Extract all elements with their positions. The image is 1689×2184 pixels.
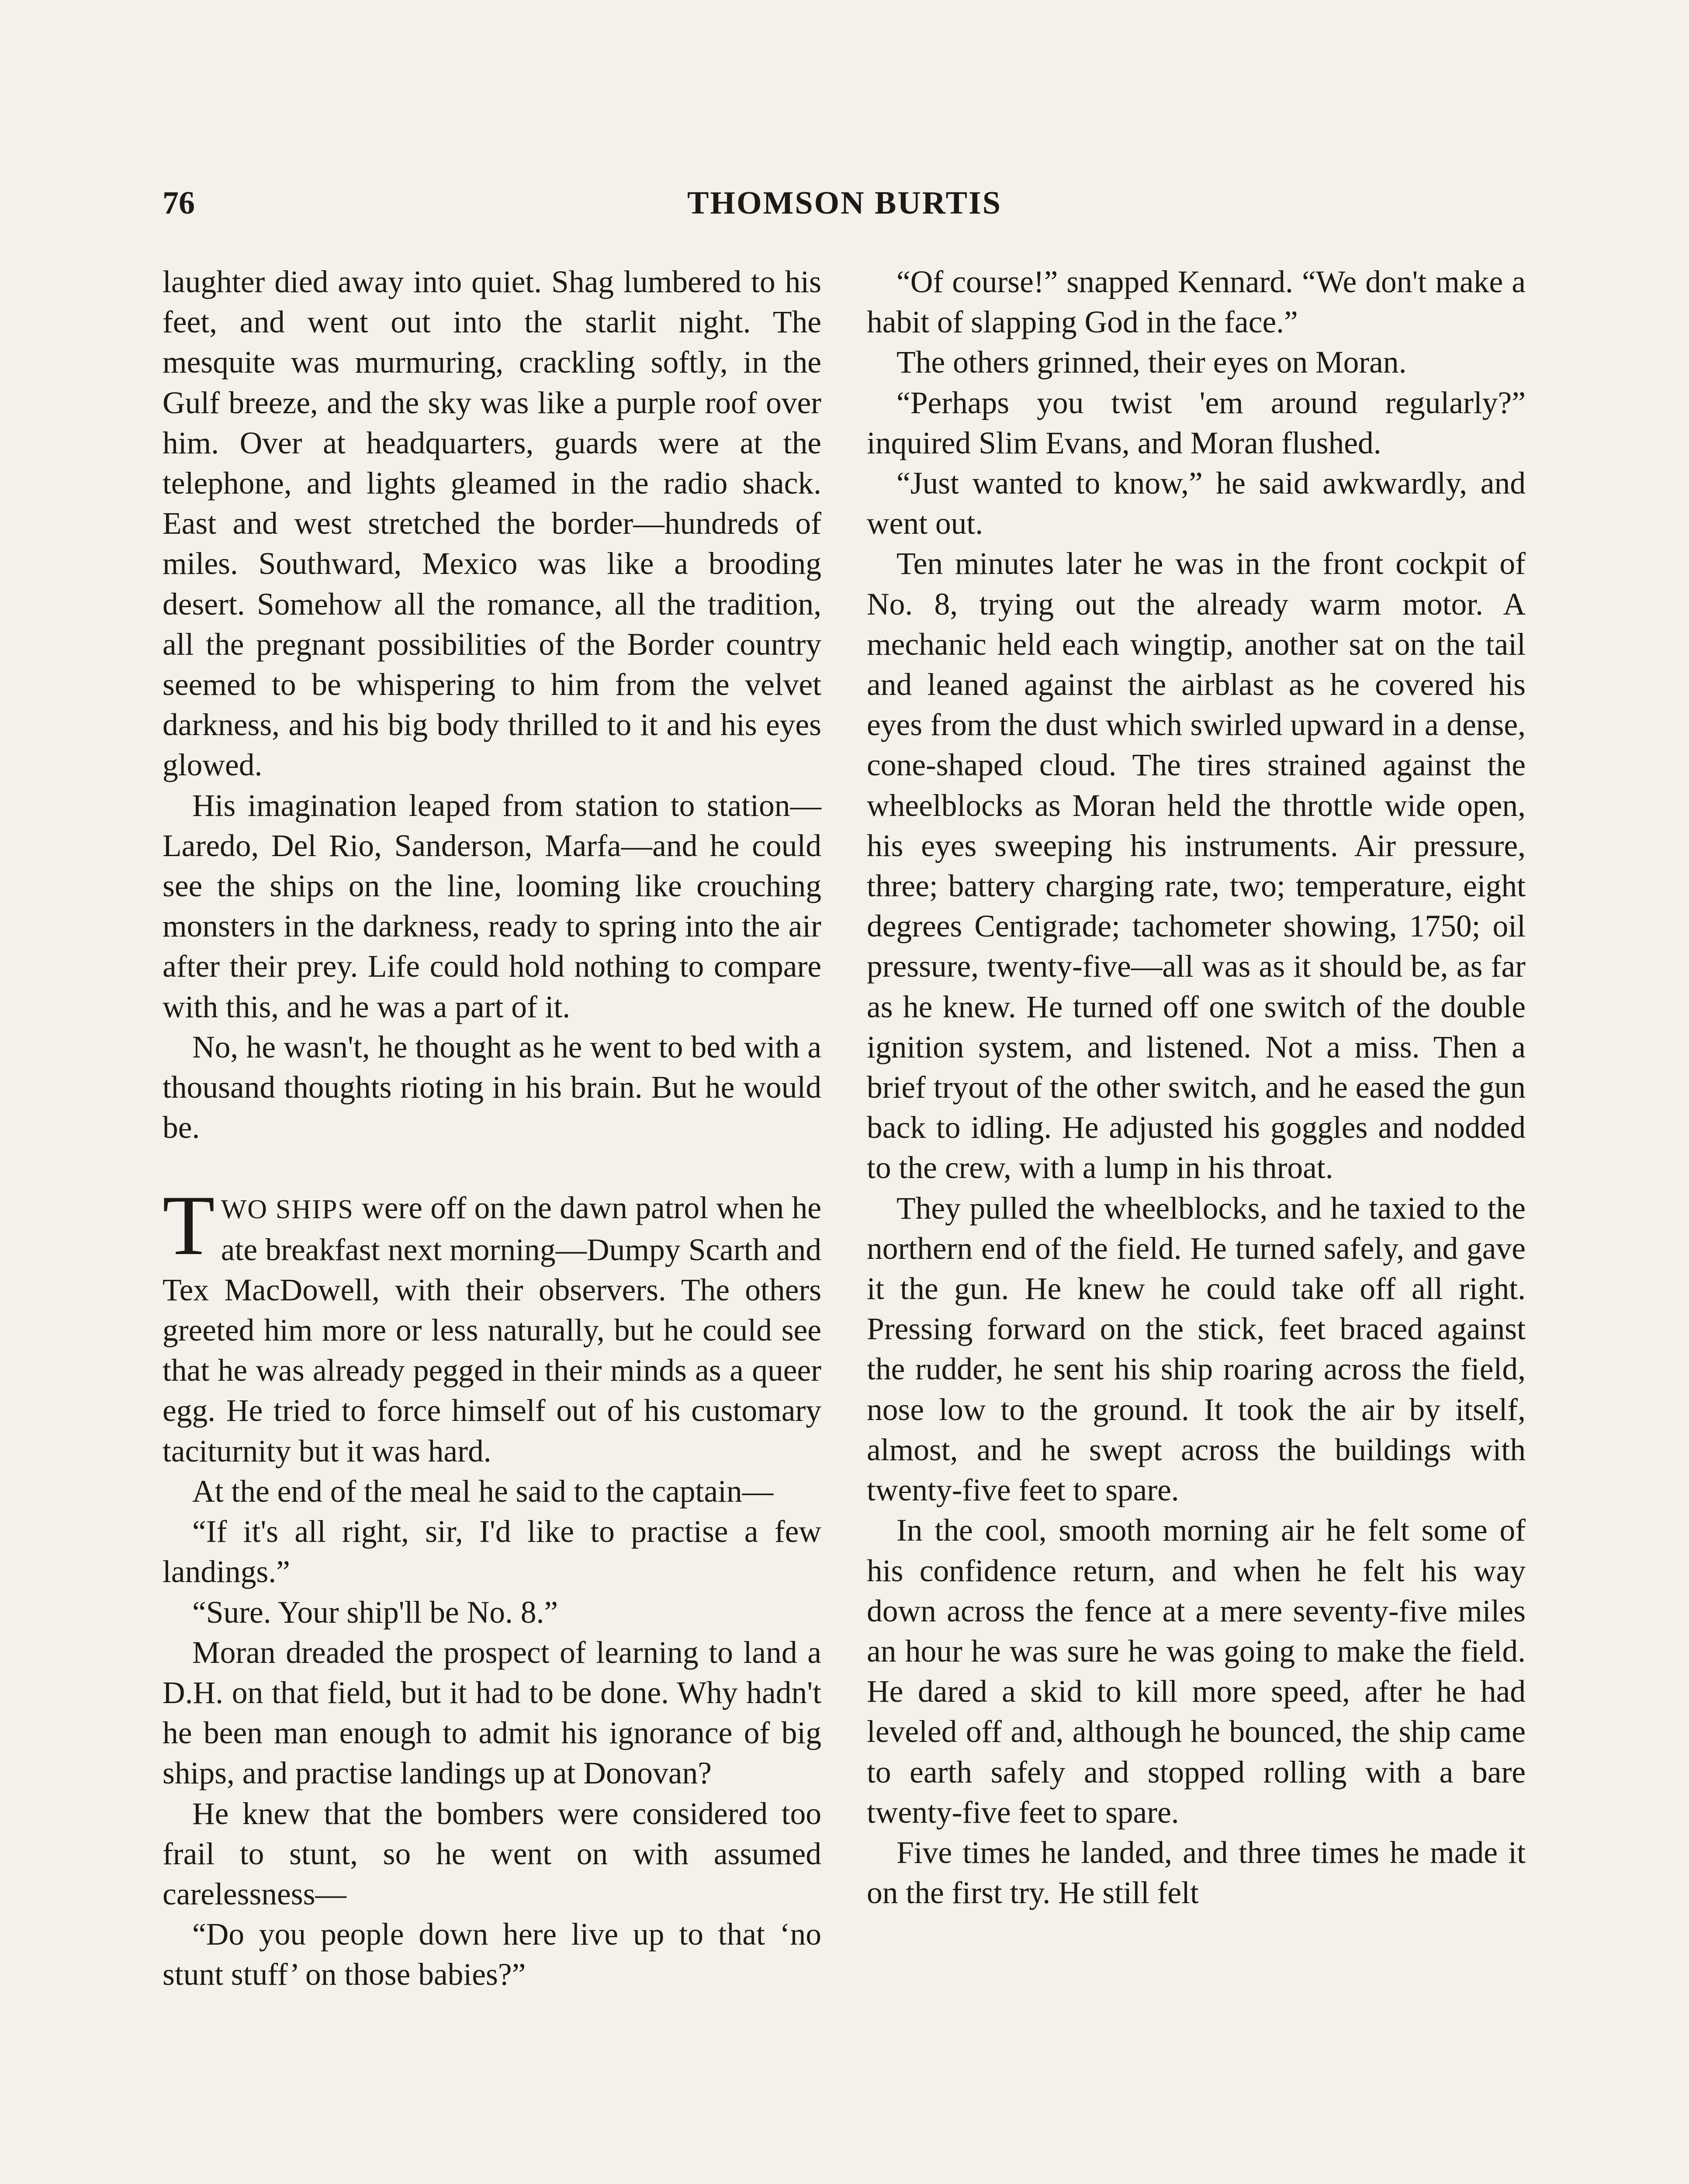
paragraph: His imagination leaped from station to station—Laredo, Del Rio, Sanderson, Marfa—and he could see the ships on the line, looming like crouching monsters in the darkness, ready to spring into the air after their prey. Life could hold nothing to compare with this, and he was a part of it. bbox=[163, 788, 821, 1024]
paragraph: Moran dreaded the prospect of learning to land a D.H. on that field, but it had to be done. Why hadn't he been man enough to admit his ignorance of big ships, and practise landings up at Donovan? bbox=[163, 1635, 821, 1791]
paragraph: No, he wasn't, he thought as he went to bed with a thousand thoughts rioting in his brain. But he would be. bbox=[163, 1030, 821, 1145]
paragraph-text: were off on the dawn patrol when he ate breakfast next morning—Dumpy Scarth and Tex MacDowell, with their observers. The others greeted him more or less naturally, but he could see that he was already pegged in their minds as a queer egg. He tried to force himself out of his customary taciturnity but it was hard. bbox=[163, 1191, 821, 1469]
paragraph: “If it's all right, sir, I'd like to practise a few landings.” bbox=[163, 1514, 821, 1590]
paragraph: “Of course!” snapped Kennard. “We don't make a habit of slapping God in the face.” bbox=[867, 265, 1526, 340]
section-opening-paragraph bbox=[163, 1178, 821, 1471]
paragraph: He knew that the bombers were considered too frail to stunt, so he went on with assumed carelessness— bbox=[163, 1796, 821, 1911]
paragraph: “Sure. Your ship'll be No. 8.” bbox=[192, 1595, 558, 1630]
running-head: THOMSON BURTIS bbox=[687, 185, 1002, 221]
paragraph: “Do you people down here live up to that ‘no stunt stuff’ on those babies?” bbox=[163, 1917, 821, 1992]
paragraph: In the cool, smooth morning air he felt some of his confidence return, and when he felt his way down across the fence at a mere seventy-five miles an hour he was sure he was going to make the field. He dared a skid to kill more speed, after he had leveled off and, although he bounced, the ship came to earth safely and stopped rolling with a bare twenty-five feet to spare. bbox=[867, 1513, 1526, 1830]
paragraph: Ten minutes later he was in the front cockpit of No. 8, trying out the already warm motor. A mechanic held each wingtip, another sat on the tail and leaned against the airblast as he covered his eyes from the dust which swirled upward in a dense, cone-shaped cloud. The tires strained against the wheelblocks as Moran held the throttle wide open, his eyes sweeping his instruments. Air pressure, three; battery charging rate, two; temperature, eight degrees Centigrade; tachometer showing, 1750; oil pressure, twenty-five—all was as it should be, as far as he knew. He turned off one switch of the double ignition system, and listened. Not a miss. Then a brief tryout of the other switch, and he eased the gun back to idling. He adjusted his goggles and nodded to the crew, with a lump in his throat. bbox=[867, 546, 1526, 1185]
drop-cap: T bbox=[163, 1178, 215, 1273]
left-column bbox=[163, 262, 821, 2184]
paragraph: At the end of the meal he said to the captain— bbox=[192, 1474, 774, 1509]
paragraph: Five times he landed, and three times he made it on the first try. He still felt bbox=[867, 1835, 1526, 1911]
right-column bbox=[867, 262, 1526, 2184]
paragraph: “Perhaps you twist 'em around regularly?” inquired Slim Evans, and Moran flushed. bbox=[867, 385, 1526, 460]
paragraph: The others grinned, their eyes on Moran. bbox=[896, 345, 1407, 380]
paragraph: laughter died away into quiet. Shag lumbered to his feet, and went out into the starlit night. The mesquite was murmuring, crackling softly, in the Gulf breeze, and the sky was like a purple roof over him. Over at headquarters, guards were at the telephone, and lights gleamed in the radio shack. East and west stretched the border—hundreds of miles. Southward, Mexico was like a brooding desert. Somehow all the romance, all the tradition, all the pregnant possibilities of the Border country seemed to be whispering to him from the velvet darkness, and his big body thrilled to it and his eyes glowed. bbox=[163, 265, 821, 783]
paragraph: They pulled the wheelblocks, and he taxied to the northern end of the field. He turned safely, and gave it the gun. He knew he could take off all right. Pressing forward on the stick, feet braced against the rudder, he sent his ship roaring across the field, nose low to the ground. It took the air by itself, almost, and he swept across the buildings with twenty-five feet to spare. bbox=[867, 1191, 1526, 1508]
lead-in-text: WO SHIPS bbox=[221, 1195, 354, 1225]
paragraph: “Just wanted to know,” he said awkwardly, and went out. bbox=[867, 466, 1526, 541]
page-header bbox=[163, 177, 1526, 229]
page-number: 76 bbox=[163, 185, 195, 221]
